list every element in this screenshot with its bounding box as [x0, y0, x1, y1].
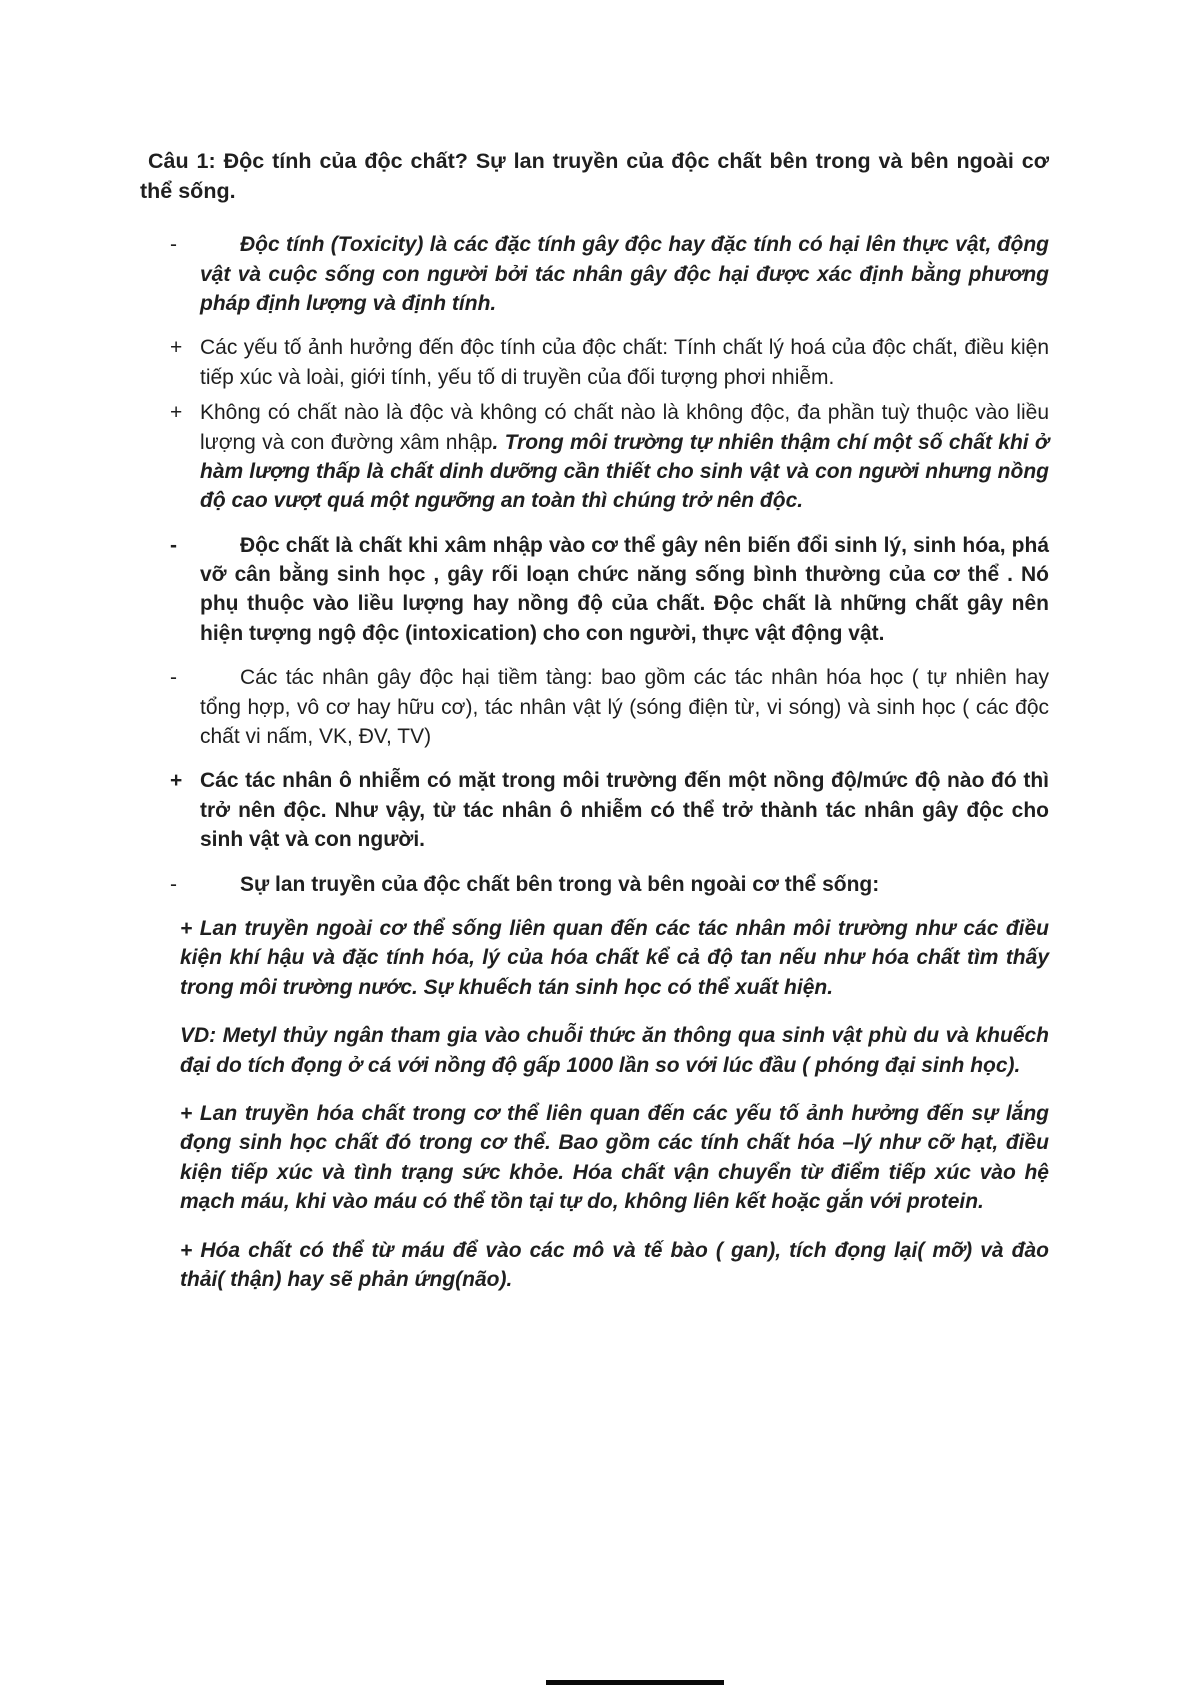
text-segment: Không có chất nào là độc và không có chất nào là không độc, đa phần tuỳ thuộc vào liều lượng và con đường xâm nhập	[200, 401, 1049, 454]
paragraph-text: + Lan truyền hóa chất trong cơ thể liên quan đến các yếu tố ảnh hưởng đến sự lắng đọng sinh học chất đó trong cơ thể. Bao gồm các tính chất hóa –lý như cỡ hạt, điều kiện tiếp xúc và tình trạng sức khỏe. Hóa chất vận chuyển từ điểm tiếp xúc vào hệ mạch máu, khi vào máu có thể tồn tại tự do, không liên kết hoặc gắn với protein.	[180, 1101, 1049, 1214]
list-bullet: -	[170, 533, 177, 557]
text-segment-emphasis: . Trong môi trường tự nhiên thậm chí một số chất khi ở hàm lượng thấp là chất dinh dưỡng cần thiết cho sinh vật và con người nhưng nồng độ cao vượt quá một ngưỡng an toàn thì chúng trở nên độc.	[200, 430, 1049, 513]
list-bullet: +	[170, 401, 183, 425]
paragraph-text	[200, 398, 1049, 516]
list-item	[140, 531, 1049, 649]
paragraph-text: Các tác nhân ô nhiễm có mặt trong môi trường đến một nồng độ/mức độ nào đó thì trở nên độc. Như vậy, từ tác nhân ô nhiễm có thể trở thành tác nhân gây độc cho sinh vật và con người.	[200, 769, 1049, 852]
paragraph-text: Các yếu tố ảnh hưởng đến độc tính của độc chất: Tính chất lý hoá của độc chất, điều kiện tiếp xúc và loài, giới tính, yếu tố di truyền của đối tượng phơi nhiễm.	[200, 336, 1049, 389]
paragraph-text: Các tác nhân gây độc hại tiềm tàng: bao gồm các tác nhân hóa học ( tự nhiên hay tổng hợp, vô cơ hay hữu cơ), tác nhân vật lý (sóng điện từ, vi sóng) và sinh học ( các độc chất vi nấm, VK, ĐV, TV)	[200, 666, 1049, 749]
list-item	[140, 398, 1049, 516]
paragraph-text: VD: Metyl thủy ngân tham gia vào chuỗi thức ăn thông qua sinh vật phù du và khuếch đại do tích đọng ở cá với nồng độ gấp 1000 lần so với lúc đầu ( phóng đại sinh học).	[180, 1024, 1049, 1077]
list-item	[140, 333, 1049, 392]
paragraph-text: + Hóa chất có thể từ máu để vào các mô và tế bào ( gan), tích đọng lại( mỡ) và đào thải( thận) hay sẽ phản ứng(não).	[180, 1238, 1049, 1291]
list-bullet: +	[170, 769, 183, 793]
paragraph-text: Sự lan truyền của độc chất bên trong và bên ngoài cơ thể sống:	[240, 872, 880, 896]
list-bullet: -	[170, 233, 177, 257]
list-item	[140, 663, 1049, 751]
list-bullet: +	[170, 336, 183, 360]
list-item	[140, 870, 1049, 899]
paragraph-text: Độc chất là chất khi xâm nhập vào cơ thể gây nên biến đổi sinh lý, sinh hóa, phá vỡ cân bằng sinh học , gây rối loạn chức năng sống bình thường của cơ thể . Nó phụ thuộc vào liều lượng hay nồng độ của chất. Độc chất là những chất gây nên hiện tượng ngộ độc (intoxication) cho con người, thực vật động vật.	[200, 533, 1049, 645]
paragraph-text: + Lan truyền ngoài cơ thể sống liên quan đến các tác nhân môi trường như các điều kiện khí hậu và đặc tính hóa, lý của hóa chất kể cả độ tan nếu như hóa chất tìm thấy trong môi trường nước. Sự khuếch tán sinh học có thể xuất hiện.	[180, 917, 1049, 999]
document-title: Câu 1: Độc tính của độc chất? Sự lan truyền của độc chất bên trong và bên ngoài cơ thể sống.	[140, 149, 1049, 204]
list-bullet: -	[170, 666, 177, 690]
paragraph-text: Độc tính (Toxicity) là các đặc tính gây độc hay đặc tính có hại lên thực vật, động vật và cuộc sống con người bởi tác nhân gây độc hại được xác định bằng phương pháp định lượng và định tính.	[200, 233, 1049, 315]
list-item	[140, 230, 1049, 318]
list-item	[140, 766, 1049, 854]
bottom-edge-artifact	[546, 1680, 724, 1685]
list-bullet: -	[170, 872, 177, 896]
